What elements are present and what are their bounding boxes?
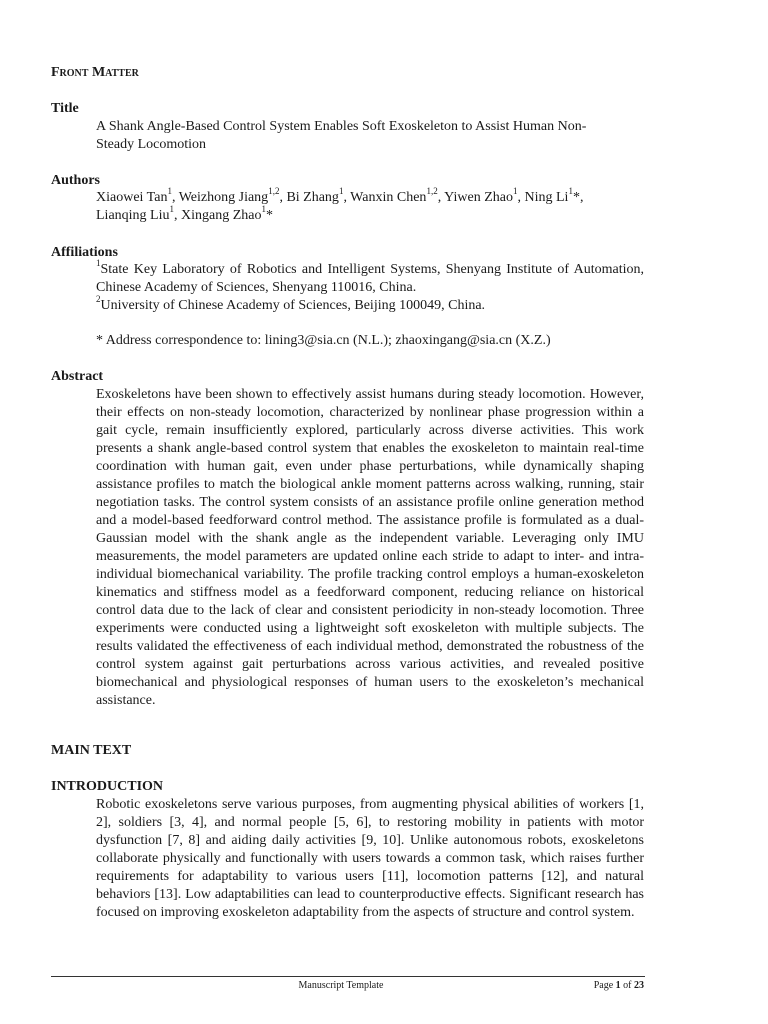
author-name: , Wanxin Chen — [343, 190, 427, 205]
of-word: of — [620, 980, 634, 991]
paper-title-line-2: Steady Locomotion — [96, 137, 207, 152]
author-name: , Ning Li — [517, 190, 569, 205]
author-affiliation-mark: 1 — [169, 204, 174, 215]
author-affiliation-mark: 1 — [513, 186, 518, 197]
author-line-2 — [96, 204, 644, 225]
front-matter-heading: Front Matter — [51, 65, 139, 80]
paper-title — [96, 118, 644, 154]
footer-divider — [51, 976, 645, 977]
affiliation-number: 1 — [96, 258, 101, 269]
paper-title-line-1: A Shank Angle-Based Control System Enables Soft Exoskeleton to Assist Human Non- — [96, 119, 587, 134]
footer-template-label: Manuscript Template — [298, 980, 384, 991]
affiliation-1 — [96, 258, 644, 297]
page-word: Page — [593, 980, 616, 991]
author-line-1 — [96, 186, 644, 207]
authors-heading: Authors — [51, 173, 101, 188]
author-affiliation-mark: 1 — [568, 186, 573, 197]
author-affiliation-mark: 1,2 — [426, 186, 438, 197]
author-name: Xiaowei Tan — [96, 190, 168, 205]
abstract-text: Exoskeletons have been shown to effectively assist humans during steady locomotion. However, their effects on non-steady locomotion, characterized by nonlinear phase progression within a gait cycle, remain insufficiently explored, particularly across diverse activities. This work presents a shank angle-based control system that enables the exoskeleton to maintain real-time coordination with human gait, even under phase perturbations, while dynamically shaping assistance profiles to match the biological ankle moment patterns across walking, running, stair negotiation tasks. The control system consists of an assistance profile online generation method and a model-based feedforward control method. The assistance profile is formulated as a dual-Gaussian model with the shank angle as the independent variable. Leveraging only IMU measurements, the model parameters are updated online each stride to adapt to inter- and intra-individual biomechanical variability. The profile tracking control employs a human-exoskeleton kinematics and stiffness model as a feedforward component, reducing reliance on historical control data due to the lack of clear and consistent periodicity in non-steady locomotion. Three experiments were conducted using a lightweight soft exoskeleton with multiple subjects. The results validated the effectiveness of each individual method, demonstrated the robustness of the control system against gait perturbations across various activities, and revealed positive biomechanical and physiological responses of human users to the exoskeleton’s mechanical assistance. — [96, 387, 644, 708]
main-text-heading: MAIN TEXT — [51, 743, 132, 758]
author-corresponding-mark: *, — [572, 190, 584, 205]
author-name: , Weizhong Jiang — [171, 190, 269, 205]
author-affiliation-mark: 1 — [261, 204, 266, 215]
author-name: , Yiwen Zhao — [437, 190, 513, 205]
author-name: , Xingang Zhao — [174, 208, 262, 223]
correspondence-note: * Address correspondence to: lining3@sia.cn (N.L.); zhaoxingang@sia.cn (X.Z.) — [96, 333, 551, 348]
affiliation-text: University of Chinese Academy of Sciences, Beijing 100049, China. — [100, 298, 486, 313]
affiliation-2 — [96, 294, 644, 315]
page-number — [594, 980, 644, 991]
introduction-heading: INTRODUCTION — [51, 779, 164, 794]
title-heading: Title — [51, 101, 79, 116]
introduction-text: Robotic exoskeletons serve various purposes, from augmenting physical abilities of workers [1, 2], soldiers [3, 4], and normal people [5, 6], to restoring mobility in patients with motor dysfunction [7, 8] and aiding daily activities [9, 10]. Unlike autonomous robots, exoskeletons collaborate physically and functionally with users towards a common task, which raises further requirements for adaptability to various users [11], locomotion patterns [12], and natural behaviors [13]. Low adaptabilities can lead to counterproductive effects. Significant research has focused on improving exoskeleton adaptability from the aspects of structure and control system. — [96, 797, 644, 920]
total-pages: 23 — [634, 980, 644, 991]
affiliation-number: 2 — [96, 294, 101, 305]
affiliation-text: State Key Laboratory of Robotics and Intelligent Systems, Shenyang Institute of Automation, Chinese Academy of Sciences, Shenyang 110016, China. — [96, 262, 644, 295]
author-list — [96, 186, 644, 225]
author-affiliation-mark: 1 — [167, 186, 172, 197]
author-name: Lianqing Liu — [96, 208, 170, 223]
author-affiliation-mark: 1 — [338, 186, 344, 197]
current-page: 1 — [615, 980, 621, 991]
author-name: , Bi Zhang — [279, 190, 339, 205]
affiliations-heading: Affiliations — [51, 245, 118, 260]
author-corresponding-mark: * — [265, 208, 273, 223]
abstract-heading: Abstract — [51, 369, 104, 384]
author-affiliation-mark: 1,2 — [268, 186, 280, 197]
